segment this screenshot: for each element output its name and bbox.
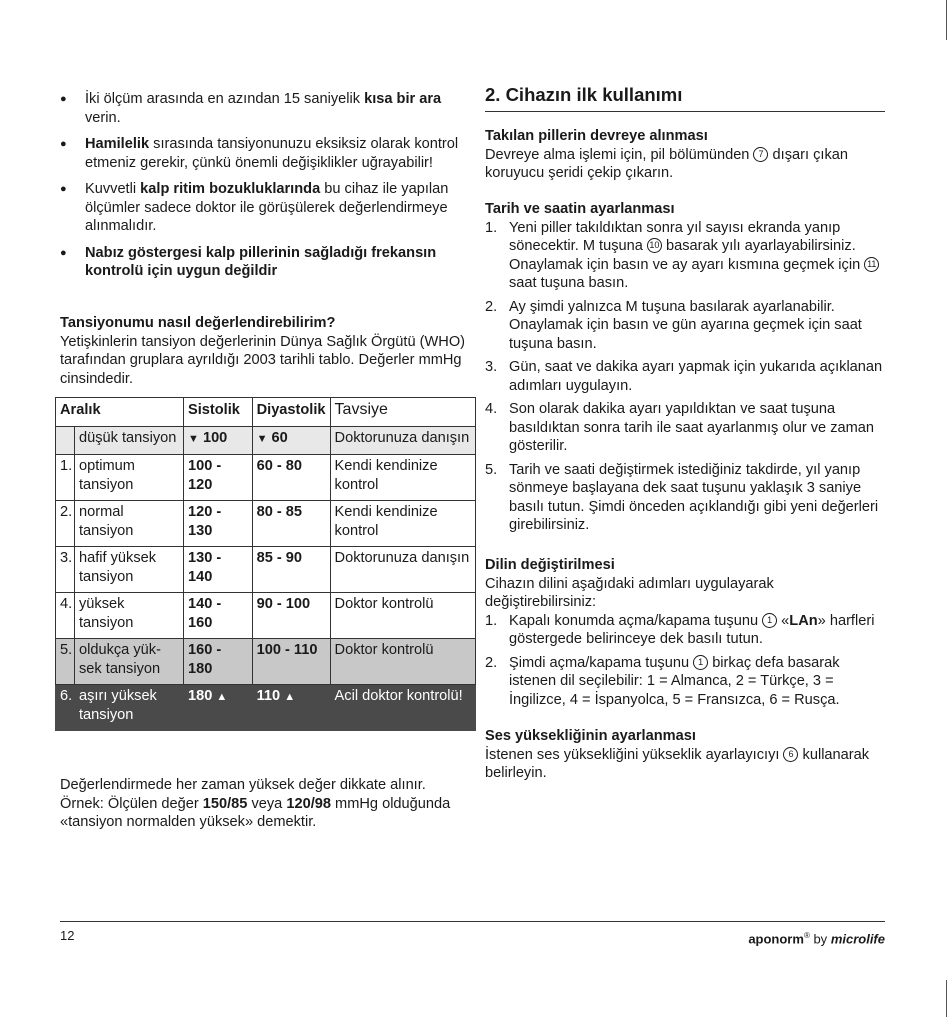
table-row	[56, 639, 476, 685]
language-section	[485, 556, 885, 714]
row-range: düşük tansiyon	[75, 426, 184, 455]
warning-list	[60, 90, 470, 289]
row-recommendation: Kendi kendinize kontrol	[330, 501, 475, 547]
row-systolic: ▼ 100	[184, 426, 253, 455]
list-item: 1. Yeni piller takıldıktan sonra yıl sayısı ekranda yanıp sönecektir. M tuşuna 10 basarak yılı ayarlayabilirsiniz. Onaylamak için basın ve ay ayarı kısmına geçmek için 11 saat tuşuna basın.	[485, 219, 885, 293]
list-item: 2. Ay şimdi yalnızca M tuşuna basılarak ayarlanabilir. Onaylamak için basın ve gün ayarına geçmek için saat tuşuna basın.	[485, 298, 862, 352]
arrow-up-icon: ▲	[216, 691, 228, 703]
row-range: aşırı yüksek tansiyon	[75, 685, 184, 731]
note-example: Örnek: Ölçülen değer 150/85 veya 120/98 mmHg olduğunda «tansiyon normalden yüksek» demektir.	[60, 795, 451, 830]
header-diastolic: Diyastolik	[252, 398, 330, 427]
row-diastolic: ▼ 60	[252, 426, 330, 455]
section-title: 2. Cihazın ilk kullanımı	[485, 86, 885, 112]
assessment-text: Yetişkinlerin tansiyon değerlerinin Dünya Sağlık Örgütü (WHO) tarafından gruplara ayrıldığı 2003 tarihli tablo. Değerler mmHg cinsindedir.	[60, 333, 466, 387]
header-recommendation: Tavsiye	[330, 398, 475, 427]
row-recommendation: Acil doktor kontrolü!	[330, 685, 475, 731]
row-systolic: 120 - 130	[184, 501, 253, 547]
ref-6-icon: 6	[783, 747, 798, 762]
row-diastolic: 90 - 100	[252, 593, 330, 639]
row-diastolic: 100 - 110	[252, 639, 330, 685]
row-diastolic: 110 ▲	[252, 685, 330, 731]
list-item: ● Nabız göstergesi kalp pillerinin sağladığı frekansın kontrolü için uygun değildir	[60, 244, 470, 281]
row-systolic: 160 - 180	[184, 639, 253, 685]
ref-11-icon: 11	[864, 257, 879, 272]
ref-1-icon: 1	[693, 655, 708, 670]
note-line: Değerlendirmede her zaman yüksek değer dikkate alınır.	[60, 777, 426, 793]
list-item: 2. Şimdi açma/kapama tuşunu 1 birkaç defa basarak istenen dil seçilebilir: 1 = Almanca, 2 = Türkçe, 3 = İngilizce, 4 = İspanyolca, 5 = Fransızca, 6 = Rusça.	[485, 654, 840, 708]
row-range: normal tansiyon	[75, 501, 184, 547]
assessment-section	[60, 314, 470, 388]
list-item: 4. Son olarak dakika ayarı yapıldıktan ve saat tuşuna basıldıktan sonra tarih ile saat ayarlanmış olur ve zaman gösterilir.	[485, 401, 875, 454]
volume-heading: Ses yüksekliğinin ayarlanması	[485, 728, 696, 744]
list-item: 1. Kapalı konumda açma/kapama tuşunu 1 «LAn» harfleri göstergede belirinceye dek basılı tutun.	[485, 612, 875, 647]
row-recommendation: Doktorunuza danışın	[330, 426, 475, 455]
row-number	[56, 426, 75, 455]
arrow-down-icon: ▼	[256, 432, 268, 445]
row-number: 3.	[56, 547, 75, 593]
row-range: optimum tansiyon	[75, 455, 184, 501]
crop-mark	[946, 980, 947, 1017]
language-heading: Dilin değiştirilmesi	[485, 557, 615, 573]
evaluation-note	[60, 776, 480, 832]
language-steps	[485, 612, 885, 710]
battery-text: Devreye alma işlemi için, pil bölümünden 7 dışarı çıkan koruyucu şeridi çekip çıkarın.	[485, 146, 848, 181]
list-item: ● İki ölçüm arasında en azından 15 saniyelik kısa bir ara verin.	[60, 90, 470, 127]
datetime-section	[485, 200, 885, 540]
table-row	[56, 685, 476, 731]
arrow-down-icon: ▼	[188, 432, 199, 445]
header-systolic: Sistolik	[184, 398, 253, 427]
row-number: 1.	[56, 455, 75, 501]
row-systolic: 130 - 140	[184, 547, 253, 593]
battery-section	[485, 127, 885, 183]
assessment-heading: Tansiyonumu nasıl değerlendirebilirim?	[60, 315, 336, 331]
brand-logo: aponorm® by microlife	[748, 931, 885, 947]
row-range: oldukça yük-sek tansiyon	[75, 639, 184, 685]
list-item: 5. Tarih ve saati değiştirmek istediğiniz takdirde, yıl yanıp sönmeye başlayana dek saat tuşunu yaklaşık 3 saniye basılı tutun. Şimdi önceden açıklandığı gibi yeni değerleri girebilirsiniz.	[485, 461, 879, 533]
row-systolic: 100 - 120	[184, 455, 253, 501]
row-range: hafif yüksek tansiyon	[75, 547, 184, 593]
table-header-row	[56, 398, 476, 427]
table-row	[56, 501, 476, 547]
row-diastolic: 60 - 80	[252, 455, 330, 501]
table-row	[56, 547, 476, 593]
list-item: ● Kuvvetli kalp ritim bozukluklarında bu cihaz ile yapılan ölçümler sadece doktor ile görüşülerek değerlendirmeye alınmalıdır.	[60, 180, 470, 236]
volume-text: İstenen ses yüksekliğini yükseklik ayarlayıcıyı 6 kullanarak belirleyin.	[485, 746, 870, 781]
volume-section	[485, 727, 885, 783]
row-number: 4.	[56, 593, 75, 639]
row-systolic: 140 - 160	[184, 593, 253, 639]
table-row	[56, 455, 476, 501]
list-item: ● Hamilelik sırasında tansiyonunuzu eksiksiz olarak kontrol etmeniz gerekir, çünkü önemli değişiklikler uğrayabilir!	[60, 135, 470, 172]
crop-mark	[946, 0, 947, 40]
header-range: Aralık	[56, 398, 184, 427]
battery-heading: Takılan pillerin devreye alınması	[485, 128, 708, 144]
ref-1-icon: 1	[762, 613, 777, 628]
row-diastolic: 80 - 85	[252, 501, 330, 547]
row-recommendation: Doktor kontrolü	[330, 593, 475, 639]
arrow-up-icon: ▲	[284, 691, 296, 703]
list-item: 3. Gün, saat ve dakika ayarı yapmak için yukarıda açıklanan adımları uygulayın.	[485, 359, 883, 394]
language-text: Cihazın dilini aşağıdaki adımları uygulayarak değiştirebilirsiniz:	[485, 575, 774, 610]
row-recommendation: Kendi kendinize kontrol	[330, 455, 475, 501]
datetime-steps	[485, 219, 885, 535]
row-diastolic: 85 - 90	[252, 547, 330, 593]
ref-7-icon: 7	[753, 147, 768, 162]
row-range: yüksek tansiyon	[75, 593, 184, 639]
page-number: 12	[60, 928, 75, 943]
table-row	[56, 426, 476, 455]
footer-divider	[60, 921, 885, 922]
table-row	[56, 593, 476, 639]
datetime-heading: Tarih ve saatin ayarlanması	[485, 201, 675, 217]
blood-pressure-table	[55, 397, 476, 731]
row-systolic: 180 ▲	[184, 685, 253, 731]
row-recommendation: Doktor kontrolü	[330, 639, 475, 685]
row-number: 5.	[56, 639, 75, 685]
ref-10-icon: 10	[647, 238, 662, 253]
row-number: 2.	[56, 501, 75, 547]
row-number: 6.	[56, 685, 75, 731]
row-recommendation: Doktorunuza danışın	[330, 547, 475, 593]
